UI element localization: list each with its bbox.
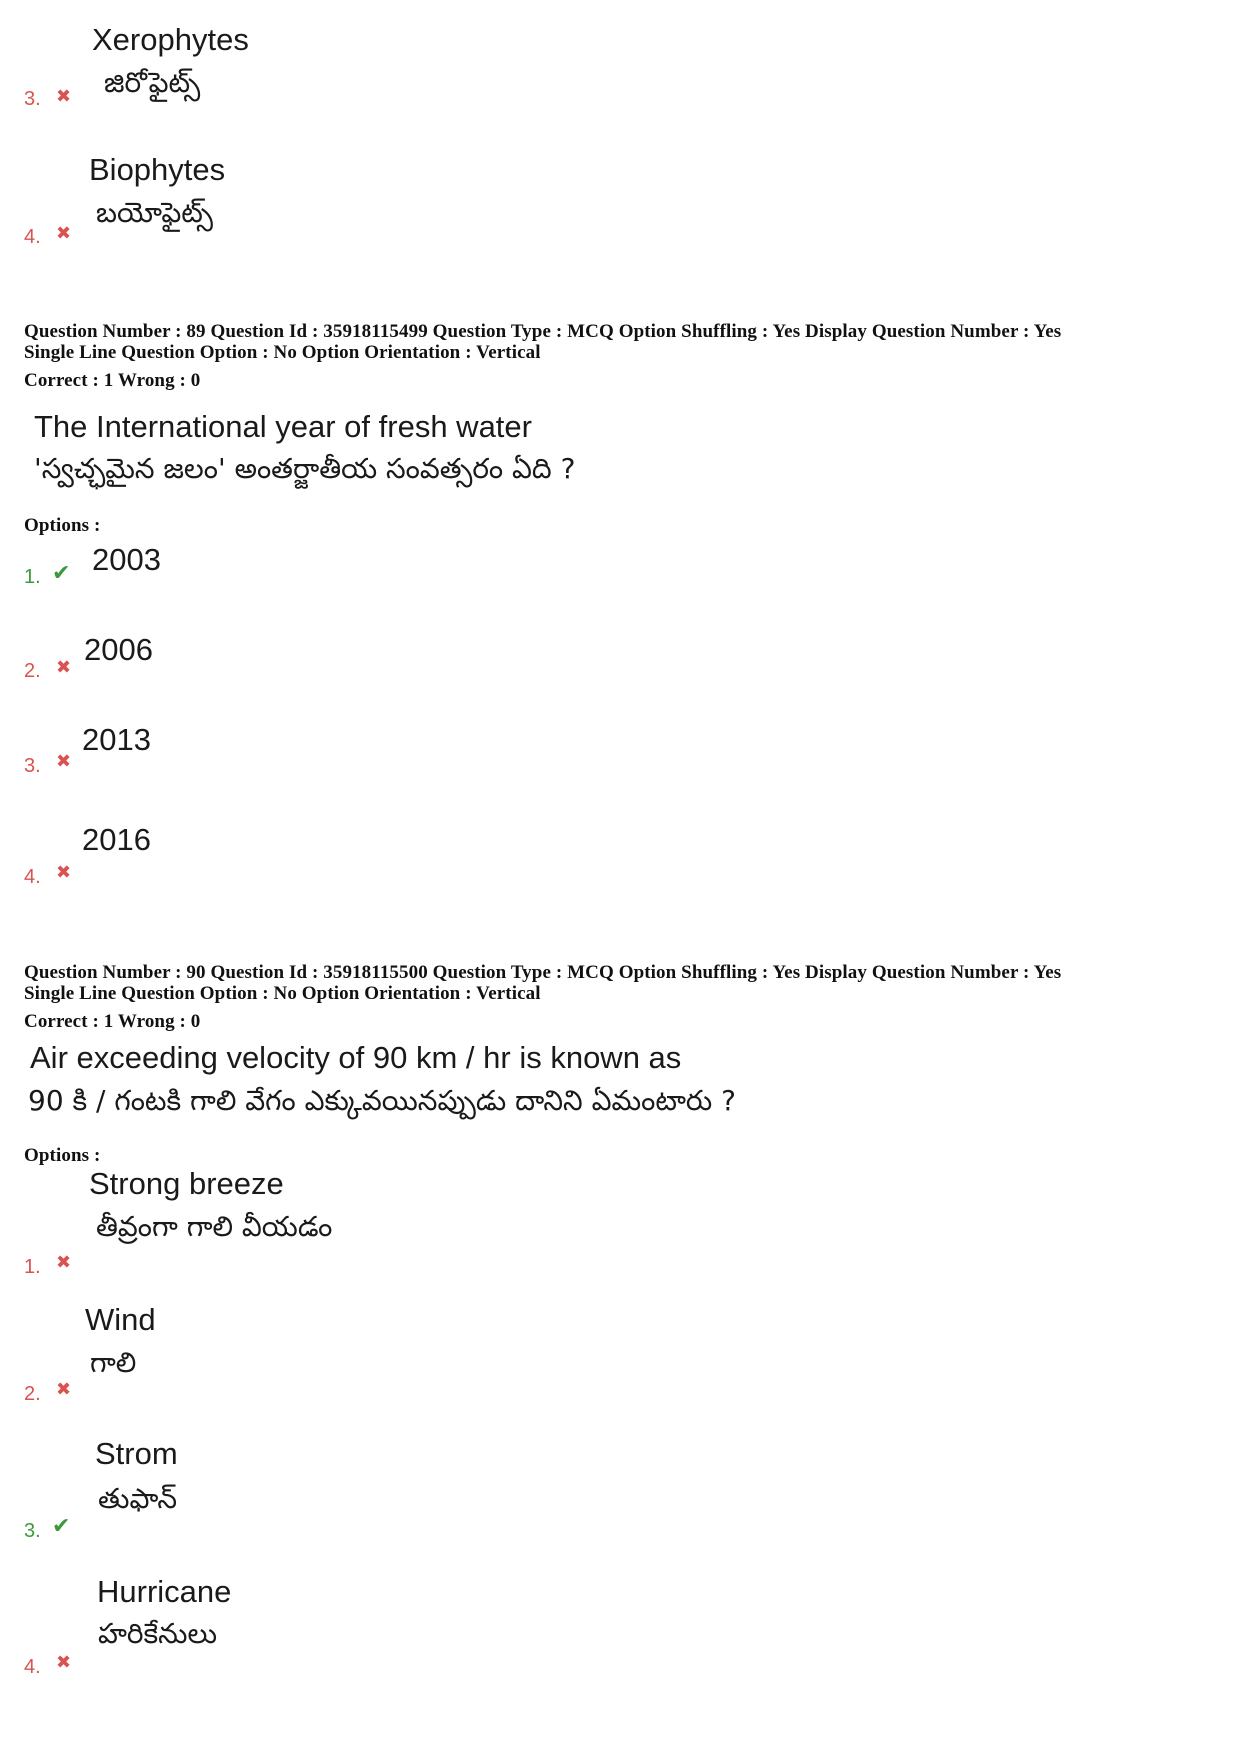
cross-icon: ✖ xyxy=(56,751,72,772)
q89-option-4-number: 4. xyxy=(24,866,41,888)
question-90-score: Correct : 1 Wrong : 0 xyxy=(24,1011,201,1032)
cross-icon: ✖ xyxy=(56,1252,72,1273)
q90-option-3-number: 3. xyxy=(24,1520,41,1542)
check-icon: ✔ xyxy=(52,1514,71,1539)
cross-icon: ✖ xyxy=(56,862,72,883)
q89-option-3-number: 3. xyxy=(24,755,41,777)
option-4-english: Biophytes xyxy=(89,152,226,187)
q90-option-2-telugu: గాలి xyxy=(90,1346,137,1379)
option-3-telugu: జిరోఫైట్స్ xyxy=(104,66,201,99)
cross-icon: ✖ xyxy=(56,1652,72,1673)
question-90-text-telugu: 90 కి / గంటకి గాలి వేగం ఎక్కువయినప్పుడు దానిని ఏమంటారు ? xyxy=(28,1084,736,1117)
question-89-meta-line2: Single Line Question Option : No Option Orientation : Vertical xyxy=(24,342,541,363)
q90-option-4-english: Hurricane xyxy=(97,1574,232,1609)
question-90-meta-line1: Question Number : 90 Question Id : 35918115500 Question Type : MCQ Option Shuffling : Yes Display Question Number : Yes xyxy=(24,962,1062,983)
question-90-text-english: Air exceeding velocity of 90 km / hr is known as xyxy=(30,1040,682,1075)
question-89-text-telugu: 'స్వచ్ఛమైన జలం' అంతర్జాతీయ సంవత్సరం ఏది ? xyxy=(34,452,576,485)
cross-icon: ✖ xyxy=(56,657,72,678)
q90-option-2-english: Wind xyxy=(85,1302,156,1337)
question-90-options-label: Options : xyxy=(24,1145,101,1166)
q90-option-4-number: 4. xyxy=(24,1656,41,1678)
q89-option-3-text: 2013 xyxy=(82,722,151,757)
q90-option-1-number: 1. xyxy=(24,1256,41,1278)
q90-option-4-telugu: హరికేనులు xyxy=(98,1617,218,1650)
question-90-meta-line2: Single Line Question Option : No Option Orientation : Vertical xyxy=(24,983,541,1004)
q90-option-1-telugu: తీవ్రంగా గాలి వీయడం xyxy=(96,1210,333,1243)
option-4-number: 4. xyxy=(24,226,41,248)
question-89-options-label: Options : xyxy=(24,515,101,536)
question-89-score: Correct : 1 Wrong : 0 xyxy=(24,370,201,391)
check-icon: ✔ xyxy=(52,561,71,586)
q90-option-1-english: Strong breeze xyxy=(89,1166,284,1201)
cross-icon: ✖ xyxy=(56,223,72,244)
q89-option-2-number: 2. xyxy=(24,660,41,682)
q89-option-1-number: 1. xyxy=(24,566,41,588)
option-3-english: Xerophytes xyxy=(92,22,249,57)
q89-option-1-text: 2003 xyxy=(92,542,161,577)
cross-icon: ✖ xyxy=(56,1379,72,1400)
q90-option-2-number: 2. xyxy=(24,1383,41,1405)
q90-option-3-telugu: తుఫాన్ xyxy=(98,1482,177,1515)
question-89-meta-line1: Question Number : 89 Question Id : 35918115499 Question Type : MCQ Option Shuffling : Yes Display Question Number : Yes xyxy=(24,321,1062,342)
option-4-telugu: బయోఫైట్స్ xyxy=(96,196,213,229)
option-3-number: 3. xyxy=(24,88,41,110)
q89-option-4-text: 2016 xyxy=(82,822,151,857)
cross-icon: ✖ xyxy=(56,86,72,107)
q89-option-2-text: 2006 xyxy=(84,632,153,667)
question-89-text-english: The International year of fresh water xyxy=(34,409,532,444)
q90-option-3-english: Strom xyxy=(95,1436,178,1471)
